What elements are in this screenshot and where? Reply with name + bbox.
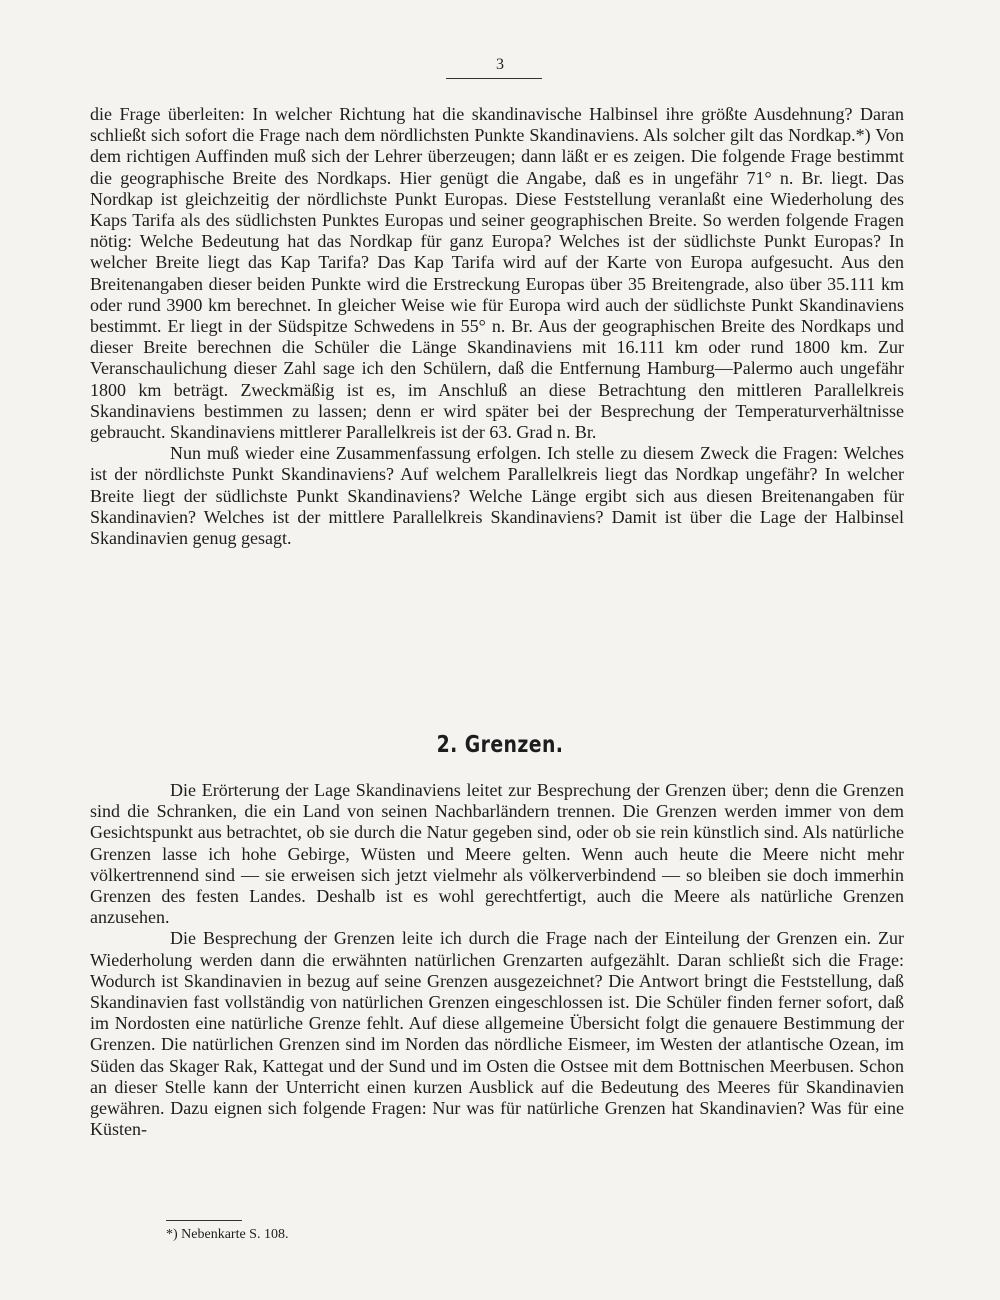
section-grenzen-text	[90, 780, 904, 1140]
page-number: 3	[496, 56, 504, 73]
paragraph-grenzen-1: Die Erörterung der Lage Skandinaviens leitet zur Besprechung der Grenzen über; denn die Grenzen sind die Schranken, die ein Land von seinen Nachbarländern trennen. Die Grenzen werden immer von dem Gesichtspunkt aus betrachtet, ob sie durch die Natur gegeben sind, oder ob sie rein künstlich sind. Als natürliche Grenzen lasse ich hohe Gebirge, Wüsten und Meere gelten. Wenn auch heute die Meere nicht mehr völkertrennend sind — sie erweisen sich jetzt vielmehr als völkerverbindend — so bleiben sie doch immerhin Grenzen des festen Landes. Deshalb ist es wohl gerechtfertigt, auch die Meere als natürliche Grenzen anzusehen.	[90, 780, 904, 928]
paragraph-grenzen-2: Die Besprechung der Grenzen leite ich durch die Frage nach der Einteilung der Grenzen ein. Zur Wiederholung werden dann die erwähnten natürlichen Grenzarten aufgezählt. Daran schließt sich die Frage: Wodurch ist Skandinavien in bezug auf seine Grenzen ausgezeichnet? Die Antwort bringt die Feststellung, daß Skandinavien fast vollständig von natürlichen Grenzen eingeschlossen ist. Die Schüler finden ferner sofort, daß im Nordosten eine natürliche Grenze fehlt. Auf diese allgemeine Übersicht folgt die genauere Bestimmung der Grenzen. Die natürlichen Grenzen sind im Norden das nördliche Eismeer, im Westen der atlantische Ozean, im Süden das Skager Rak, Kattegat und der Sund und im Osten die Ostsee mit dem Bottnischen Meerbusen. Schon an dieser Stelle kann der Unterricht einen kurzen Ausblick auf die Bedeutung des Meeres für Skandinavien gewähren. Dazu eignen sich folgende Fragen: Nur was für natürliche Grenzen hat Skandinavien? Was für eine Küsten-	[90, 928, 904, 1140]
section-heading-grenzen: 2. Grenzen.	[436, 732, 564, 758]
footnote: *) Nebenkarte S. 108.	[166, 1227, 289, 1242]
header-rule	[446, 78, 542, 79]
paragraph-lage-1: die Frage überleiten: In welcher Richtung hat die skandinavische Halbinsel ihre größte Ausdehnung? Daran schließt sich sofort die Frage nach dem nördlichsten Punkte Skandinaviens. Als solcher gilt das Nordkap.*) Von dem richtigen Auffinden muß sich der Lehrer überzeugen; dann läßt er es zeigen. Die folgende Frage bestimmt die geographische Breite des Nordkaps. Hier genügt die Angabe, daß es in ungefähr 71° n. Br. liegt. Das Nordkap ist gleichzeitig der nördlichste Punkt Europas. Diese Feststellung veranlaßt eine Wiederholung des Kaps Tarifa als des südlichsten Punktes Europas und seiner geographischen Breite. So werden folgende Fragen nötig: Welche Bedeutung hat das Nordkap für ganz Europa? Welches ist der südlichste Punkt Europas? In welcher Breite liegt das Kap Tarifa? Das Kap Tarifa wird auf der Karte von Europa aufgesucht. Aus den Breitenangaben dieser beiden Punkte wird die Erstreckung Europas über 35 Breitengrade, also über 35.111 km oder rund 3900 km berechnet. In gleicher Weise wie für Europa wird auch der südlichste Punkt Skandinaviens bestimmt. Er liegt in der Südspitze Schwedens in 55° n. Br. Aus der geographischen Breite des Nordkaps und dieser Breite berechnen die Schüler die Länge Skandinaviens mit 16.111 km oder rund 1800 km. Zur Veranschaulichung dieser Zahl sage ich den Schülern, daß die Entfernung Hamburg—Palermo auch ungefähr 1800 km beträgt. Zweckmäßig ist es, im Anschluß an diese Betrachtung den mittleren Parallelkreis Skandinaviens bestimmen zu lassen; denn er wird später bei der Besprechung der Temperaturverhältnisse gebraucht. Skandinaviens mittlerer Parallelkreis ist der 63. Grad n. Br.	[90, 104, 904, 443]
section-lage-text	[90, 104, 904, 549]
footnote-rule	[166, 1220, 242, 1221]
paragraph-lage-2: Nun muß wieder eine Zusammenfassung erfolgen. Ich stelle zu diesem Zweck die Fragen: Welches ist der nördlichste Punkt Skandinaviens? Auf welchem Parallelkreis liegt das Nordkap ungefähr? In welcher Breite liegt der südlichste Punkt Skandinaviens? Welche Länge ergibt sich aus diesen Breitenangaben für Skandinavien? Welches ist der mittlere Parallelkreis Skandinaviens? Damit ist über die Lage der Halbinsel Skandinavien genug gesagt.	[90, 443, 904, 549]
